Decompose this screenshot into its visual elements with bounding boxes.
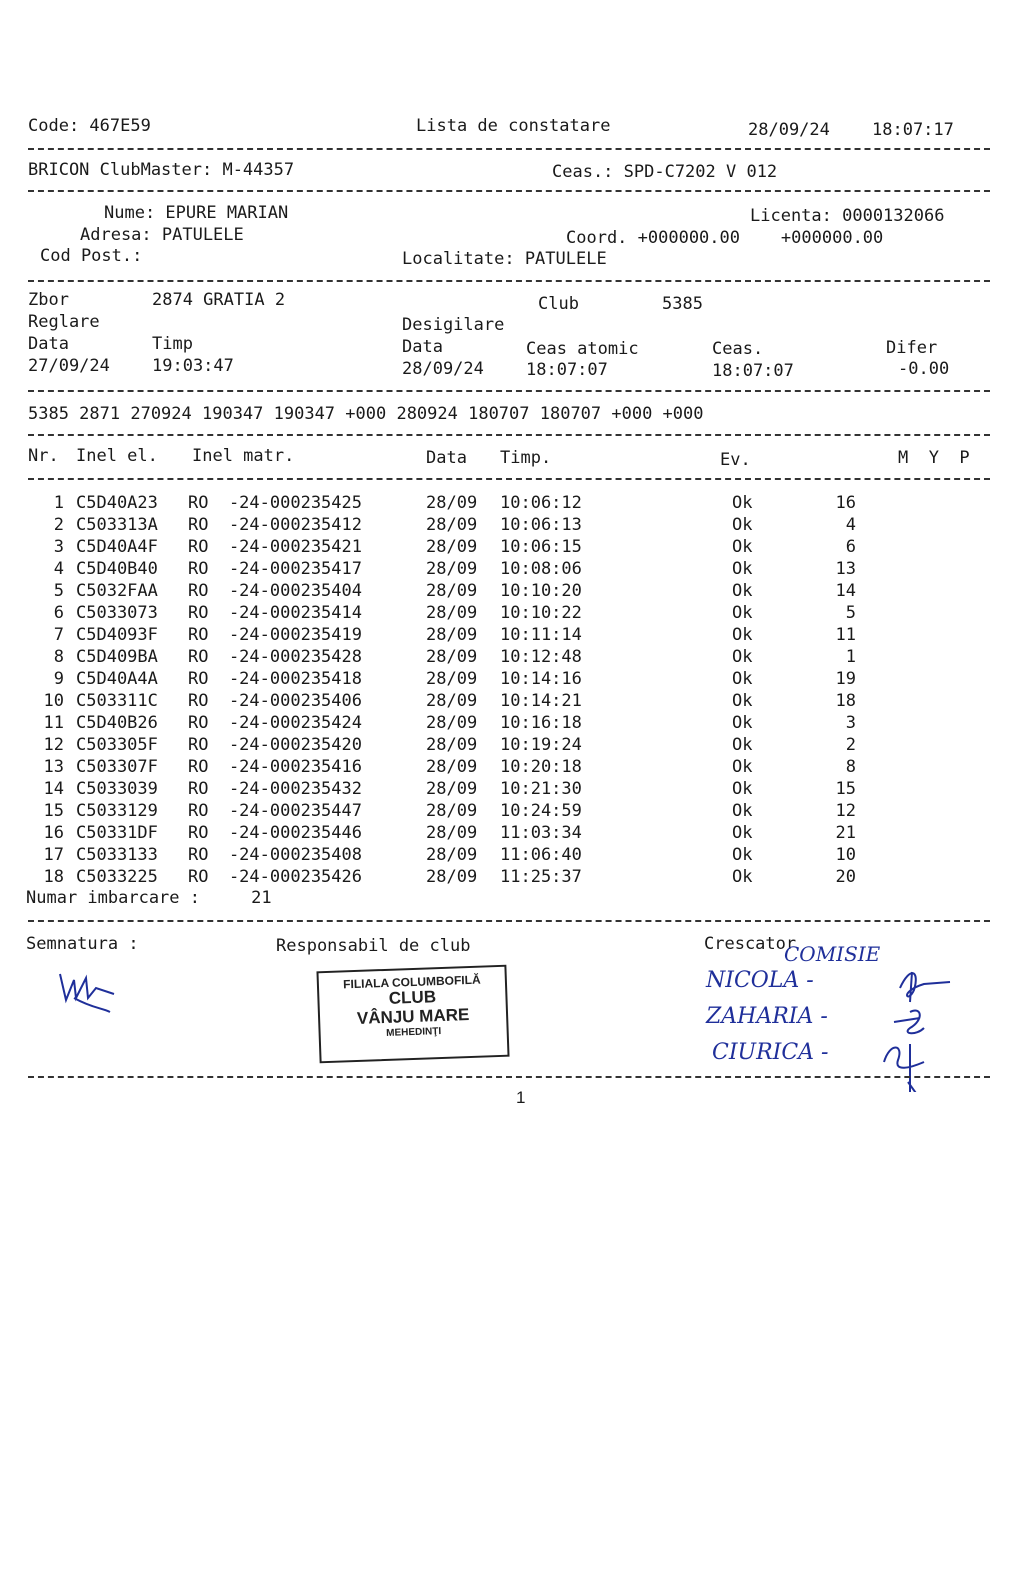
reglare-date: 27/09/24	[28, 356, 110, 376]
atomic-clock-label: Ceas atomic	[526, 339, 639, 359]
handwritten-nicola: NICOLA -	[706, 968, 814, 993]
divider	[28, 390, 990, 392]
clock-time: 18:07:07	[712, 361, 794, 381]
divider	[28, 148, 990, 150]
row-number: 9	[53, 669, 64, 689]
owner-address: Adresa: PATULELE	[80, 225, 244, 245]
arrival-date: 28/09	[426, 537, 478, 557]
table-row	[28, 800, 928, 822]
table-row	[28, 668, 928, 690]
registration-ring: RO -24-000235419	[188, 625, 362, 645]
table-row	[28, 580, 928, 602]
event-status: Ok	[732, 603, 753, 623]
electronic-ring: C503311C	[76, 691, 158, 711]
row-number: 16	[43, 823, 64, 843]
arrival-time: 10:08:06	[500, 559, 582, 579]
stamp-line-3: VÂNJU MARE	[356, 1004, 470, 1028]
position: 18	[835, 691, 856, 711]
event-status: Ok	[732, 713, 753, 733]
table-row	[28, 690, 928, 712]
document-title: Lista de constatare	[416, 116, 611, 136]
col-header-nr: Nr.	[28, 446, 59, 466]
electronic-ring: C5D40B40	[76, 559, 158, 579]
summary-line: 5385 2871 270924 190347 190347 +000 280924 180707 180707 +000 +000	[28, 404, 704, 424]
registration-ring: RO -24-000235404	[188, 581, 362, 601]
event-status: Ok	[732, 691, 753, 711]
position: 8	[845, 757, 856, 777]
row-number: 15	[43, 801, 64, 821]
arrival-date: 28/09	[426, 669, 478, 689]
arrival-date: 28/09	[426, 713, 478, 733]
col-header-myp: M Y P	[898, 448, 970, 468]
signature-scribble	[52, 968, 122, 1018]
divider	[28, 434, 990, 436]
col-header-inel-matr: Inel matr.	[192, 446, 295, 466]
position: 21	[835, 823, 856, 843]
event-status: Ok	[732, 537, 753, 557]
row-number: 14	[43, 779, 64, 799]
electronic-ring: C5D4093F	[76, 625, 158, 645]
difference-label: Difer	[886, 338, 938, 358]
breeder-label: Crescator	[704, 934, 797, 954]
event-status: Ok	[732, 581, 753, 601]
stamp-line-1: FILIALA COLUMBOFILĂ	[342, 972, 481, 992]
registration-ring: RO -24-000235424	[188, 713, 362, 733]
table-row	[28, 602, 928, 624]
club-stamp	[316, 965, 509, 1064]
row-number: 13	[43, 757, 64, 777]
electronic-ring: C5D40A4F	[76, 537, 158, 557]
registration-ring: RO -24-000235408	[188, 845, 362, 865]
divider	[28, 190, 990, 192]
table-row	[28, 558, 928, 580]
registration-ring: RO -24-000235406	[188, 691, 362, 711]
position: 16	[835, 493, 856, 513]
electronic-ring: C5D40A23	[76, 493, 158, 513]
row-number: 4	[53, 559, 64, 579]
position: 20	[835, 867, 856, 887]
arrival-date: 28/09	[426, 515, 478, 535]
arrival-time: 11:03:34	[500, 823, 582, 843]
arrival-time: 10:19:24	[500, 735, 582, 755]
registration-ring: RO -24-000235428	[188, 647, 362, 667]
event-status: Ok	[732, 669, 753, 689]
electronic-ring: C5D40B26	[76, 713, 158, 733]
reglare-time: 19:03:47	[152, 356, 234, 376]
row-number: 10	[43, 691, 64, 711]
arrival-time: 10:10:20	[500, 581, 582, 601]
owner-name: Nume: EPURE MARIAN	[104, 203, 289, 223]
document-code: Code: 467E59	[28, 116, 151, 136]
desigilare-date: 28/09/24	[402, 359, 484, 379]
col-header-timp: Timp.	[500, 448, 552, 468]
stamp-line-2: CLUB	[388, 987, 437, 1009]
position: 5	[845, 603, 856, 623]
difference-value: -0.00	[898, 359, 950, 379]
event-status: Ok	[732, 779, 753, 799]
arrival-date: 28/09	[426, 779, 478, 799]
print-date: 28/09/24	[748, 120, 830, 140]
event-status: Ok	[732, 757, 753, 777]
owner-postal-code: Cod Post.:	[40, 246, 143, 266]
arrival-time: 10:06:12	[500, 493, 582, 513]
table-row	[28, 492, 928, 514]
table-row	[28, 844, 928, 866]
arrival-date: 28/09	[426, 757, 478, 777]
row-number: 5	[53, 581, 64, 601]
electronic-ring: C503307F	[76, 757, 158, 777]
arrival-time: 10:24:59	[500, 801, 582, 821]
table-row	[28, 778, 928, 800]
position: 3	[845, 713, 856, 733]
arrival-date: 28/09	[426, 493, 478, 513]
handwritten-zaharia: ZAHARIA -	[706, 1004, 828, 1029]
clock-label: Ceas.	[712, 339, 764, 359]
table-row	[28, 866, 928, 888]
club-responsible-label: Responsabil de club	[276, 936, 471, 956]
electronic-ring: C5033133	[76, 845, 158, 865]
event-status: Ok	[732, 559, 753, 579]
electronic-ring: C50331DF	[76, 823, 158, 843]
electronic-ring: C5033039	[76, 779, 158, 799]
position: 12	[835, 801, 856, 821]
position: 15	[835, 779, 856, 799]
registration-ring: RO -24-000235425	[188, 493, 362, 513]
row-number: 18	[43, 867, 64, 887]
divider	[28, 1076, 990, 1078]
arrival-time: 10:16:18	[500, 713, 582, 733]
event-status: Ok	[732, 735, 753, 755]
registration-ring: RO -24-000235417	[188, 559, 362, 579]
position: 19	[835, 669, 856, 689]
registration-ring: RO -24-000235432	[188, 779, 362, 799]
row-number: 1	[53, 493, 64, 513]
table-row	[28, 756, 928, 778]
table-row	[28, 712, 928, 734]
page-number: 1	[516, 1088, 526, 1107]
committee-signatures	[880, 962, 980, 1092]
arrival-date: 28/09	[426, 625, 478, 645]
event-status: Ok	[732, 493, 753, 513]
reglare-date-label: Data	[28, 334, 69, 354]
divider	[28, 478, 990, 480]
position: 6	[845, 537, 856, 557]
stamp-line-4: MEHEDINŢI	[385, 1025, 442, 1039]
divider	[28, 280, 990, 282]
position: 14	[835, 581, 856, 601]
arrival-date: 28/09	[426, 559, 478, 579]
club-value: 5385	[662, 294, 703, 314]
club-label: Club	[538, 294, 579, 314]
divider	[28, 920, 990, 922]
col-header-data: Data	[426, 448, 467, 468]
event-status: Ok	[732, 801, 753, 821]
event-status: Ok	[732, 515, 753, 535]
owner-locality: Localitate: PATULELE	[402, 249, 607, 269]
arrival-time: 11:25:37	[500, 867, 582, 887]
arrival-date: 28/09	[426, 603, 478, 623]
arrival-time: 10:06:15	[500, 537, 582, 557]
clubmaster-id: BRICON ClubMaster: M-44357	[28, 160, 295, 180]
atomic-clock-time: 18:07:07	[526, 360, 608, 380]
arrival-date: 28/09	[426, 801, 478, 821]
numar-imbarcare: Numar imbarcare : 21	[26, 888, 272, 908]
event-status: Ok	[732, 845, 753, 865]
flight-value: 2874 GRATIA 2	[152, 290, 286, 310]
signature-label: Semnatura :	[26, 934, 139, 954]
arrival-date: 28/09	[426, 647, 478, 667]
event-status: Ok	[732, 867, 753, 887]
event-status: Ok	[732, 823, 753, 843]
desigilare-label: Desigilare	[402, 315, 505, 335]
position: 2	[845, 735, 856, 755]
registration-ring: RO -24-000235421	[188, 537, 362, 557]
arrival-date: 28/09	[426, 581, 478, 601]
electronic-ring: C5D40A4A	[76, 669, 158, 689]
electronic-ring: C5032FAA	[76, 581, 158, 601]
registration-ring: RO -24-000235416	[188, 757, 362, 777]
arrival-time: 10:14:21	[500, 691, 582, 711]
registration-ring: RO -24-000235420	[188, 735, 362, 755]
position: 11	[835, 625, 856, 645]
table-row	[28, 646, 928, 668]
arrival-time: 10:06:13	[500, 515, 582, 535]
arrival-time: 10:20:18	[500, 757, 582, 777]
row-number: 3	[53, 537, 64, 557]
arrival-time: 11:06:40	[500, 845, 582, 865]
arrival-date: 28/09	[426, 867, 478, 887]
electronic-ring: C5D409BA	[76, 647, 158, 667]
event-status: Ok	[732, 625, 753, 645]
position: 13	[835, 559, 856, 579]
registration-ring: RO -24-000235418	[188, 669, 362, 689]
electronic-ring: C5033073	[76, 603, 158, 623]
clock-id: Ceas.: SPD-C7202 V 012	[552, 162, 778, 182]
position: 1	[845, 647, 856, 667]
position: 10	[835, 845, 856, 865]
reglare-label: Reglare	[28, 312, 100, 332]
registration-ring: RO -24-000235447	[188, 801, 362, 821]
table-row	[28, 624, 928, 646]
col-header-ev: Ev.	[720, 450, 751, 470]
registration-ring: RO -24-000235414	[188, 603, 362, 623]
electronic-ring: C503305F	[76, 735, 158, 755]
arrival-time: 10:21:30	[500, 779, 582, 799]
row-number: 2	[53, 515, 64, 535]
table-row	[28, 822, 928, 844]
arrival-time: 10:14:16	[500, 669, 582, 689]
print-time: 18:07:17	[872, 120, 954, 140]
registration-ring: RO -24-000235412	[188, 515, 362, 535]
electronic-ring: C5033129	[76, 801, 158, 821]
row-number: 12	[43, 735, 64, 755]
owner-coordinates: Coord. +000000.00 +000000.00	[566, 228, 884, 248]
registration-ring: RO -24-000235446	[188, 823, 362, 843]
row-number: 17	[43, 845, 64, 865]
event-status: Ok	[732, 647, 753, 667]
arrival-date: 28/09	[426, 823, 478, 843]
flight-label: Zbor	[28, 290, 69, 310]
electronic-ring: C5033225	[76, 867, 158, 887]
handwritten-comisie: COMISIE	[784, 942, 881, 966]
position: 4	[845, 515, 856, 535]
arrival-date: 28/09	[426, 691, 478, 711]
registration-ring: RO -24-000235426	[188, 867, 362, 887]
arrival-time: 10:10:22	[500, 603, 582, 623]
arrival-time: 10:11:14	[500, 625, 582, 645]
row-number: 7	[53, 625, 64, 645]
table-row	[28, 734, 928, 756]
handwritten-ciurica: CIURICA -	[712, 1040, 829, 1065]
row-number: 11	[43, 713, 64, 733]
electronic-ring: C503313A	[76, 515, 158, 535]
arrival-time: 10:12:48	[500, 647, 582, 667]
row-number: 6	[53, 603, 64, 623]
table-row	[28, 536, 928, 558]
row-number: 8	[53, 647, 64, 667]
arrival-date: 28/09	[426, 735, 478, 755]
col-header-inel-el: Inel el.	[76, 446, 158, 466]
reglare-time-label: Timp	[152, 334, 193, 354]
desigilare-date-label: Data	[402, 337, 443, 357]
owner-license: Licenta: 0000132066	[750, 206, 945, 226]
table-row	[28, 514, 928, 536]
arrival-date: 28/09	[426, 845, 478, 865]
